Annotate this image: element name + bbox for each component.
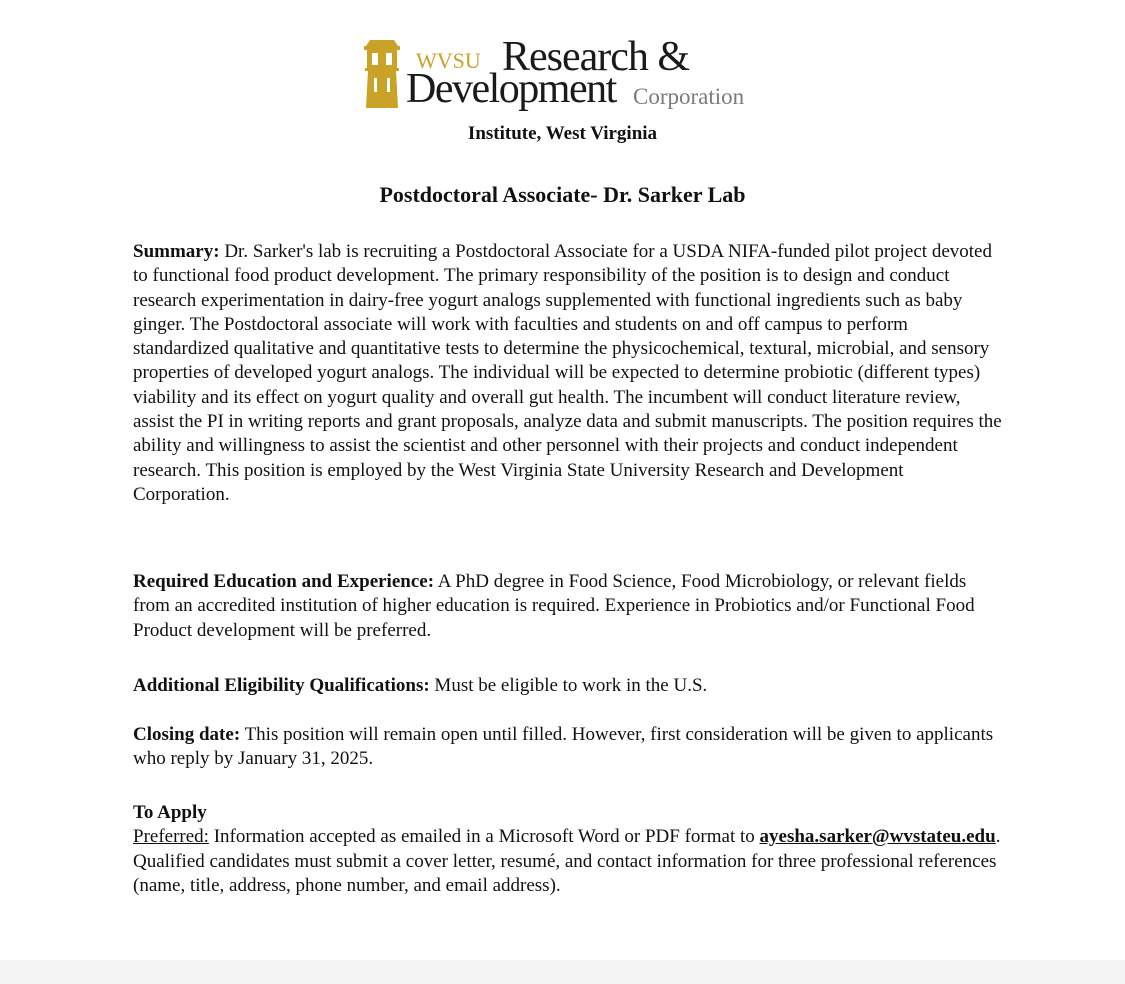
required-label: Required Education and Experience: xyxy=(133,571,435,592)
closing-text: This position will remain open until filled. However, first consideration will be given to applicants who reply by January 31, 2025. xyxy=(133,724,994,770)
email-link[interactable]: ayesha.sarker@wvstateu.edu xyxy=(759,826,996,848)
wvsu-logo xyxy=(362,34,782,114)
page-title: Postdoctoral Associate- Dr. Sarker Lab xyxy=(379,182,746,207)
closing-date-section xyxy=(133,723,1003,772)
required-text: A PhD degree in Food Science, Food Microbiology, or relevant fields from an accredited institution of higher education is required. Experience in Probiotics and/or Functional Food Product development will be preferred. xyxy=(133,571,975,641)
apply-heading: To Apply xyxy=(133,802,207,823)
eligibility-section xyxy=(133,674,1003,698)
logo-corporation-text: Corporation xyxy=(633,84,745,109)
preferred-label: Preferred: xyxy=(133,826,209,848)
preferred-text: Information accepted as emailed in a Microsoft Word or PDF format to xyxy=(213,826,755,848)
apply-rest-text: . Qualified candidates must submit a cover letter, resumé, and contact information for three professional references (name, title, address, phone number, and email address). xyxy=(133,826,1001,896)
logo-development-text: Development xyxy=(406,66,616,112)
eligibility-text: Must be eligible to work in the U.S. xyxy=(434,675,708,696)
summary-section xyxy=(133,240,1003,507)
logo-research-text: Research & xyxy=(502,34,690,80)
required-education-section xyxy=(133,570,1003,643)
summary-text: Dr. Sarker's lab is recruiting a Postdoctoral Associate for a USDA NIFA-funded pilot project devoted to functional food product development. The primary responsibility of the position is to design and conduct research experimentation in dairy-free yogurt analogs supplemented with functional ingredients such as baby ginger. The Postdoctoral associate will work with faculties and students on and off campus to perform standardized qualitative and quantitative tests to determine the physicochemical, textural, microbial, and sensory properties of developed yogurt analogs. The individual will be expected to determine probiotic (different types) viability and its effect on yogurt quality and overall gut health. The incumbent will conduct literature review, assist the PI in writing reports and grant proposals, analyze data and submit manuscripts. The position requires the ability and willingness to assist the scientist and other personnel with their projects and conduct independent research. This position is employed by the West Virginia State University Research and Development Corporation. xyxy=(133,241,1002,505)
apply-section xyxy=(133,801,1003,898)
viewer-bottom-margin xyxy=(0,960,1125,984)
closing-label: Closing date: xyxy=(133,724,241,745)
bell-tower-icon xyxy=(362,34,402,110)
eligibility-label: Additional Eligibility Qualifications: xyxy=(133,675,430,696)
logo-wvsu-text: WVSU xyxy=(416,48,481,73)
summary-label: Summary: xyxy=(133,241,220,262)
location-subtitle: Institute, West Virginia xyxy=(467,123,658,144)
